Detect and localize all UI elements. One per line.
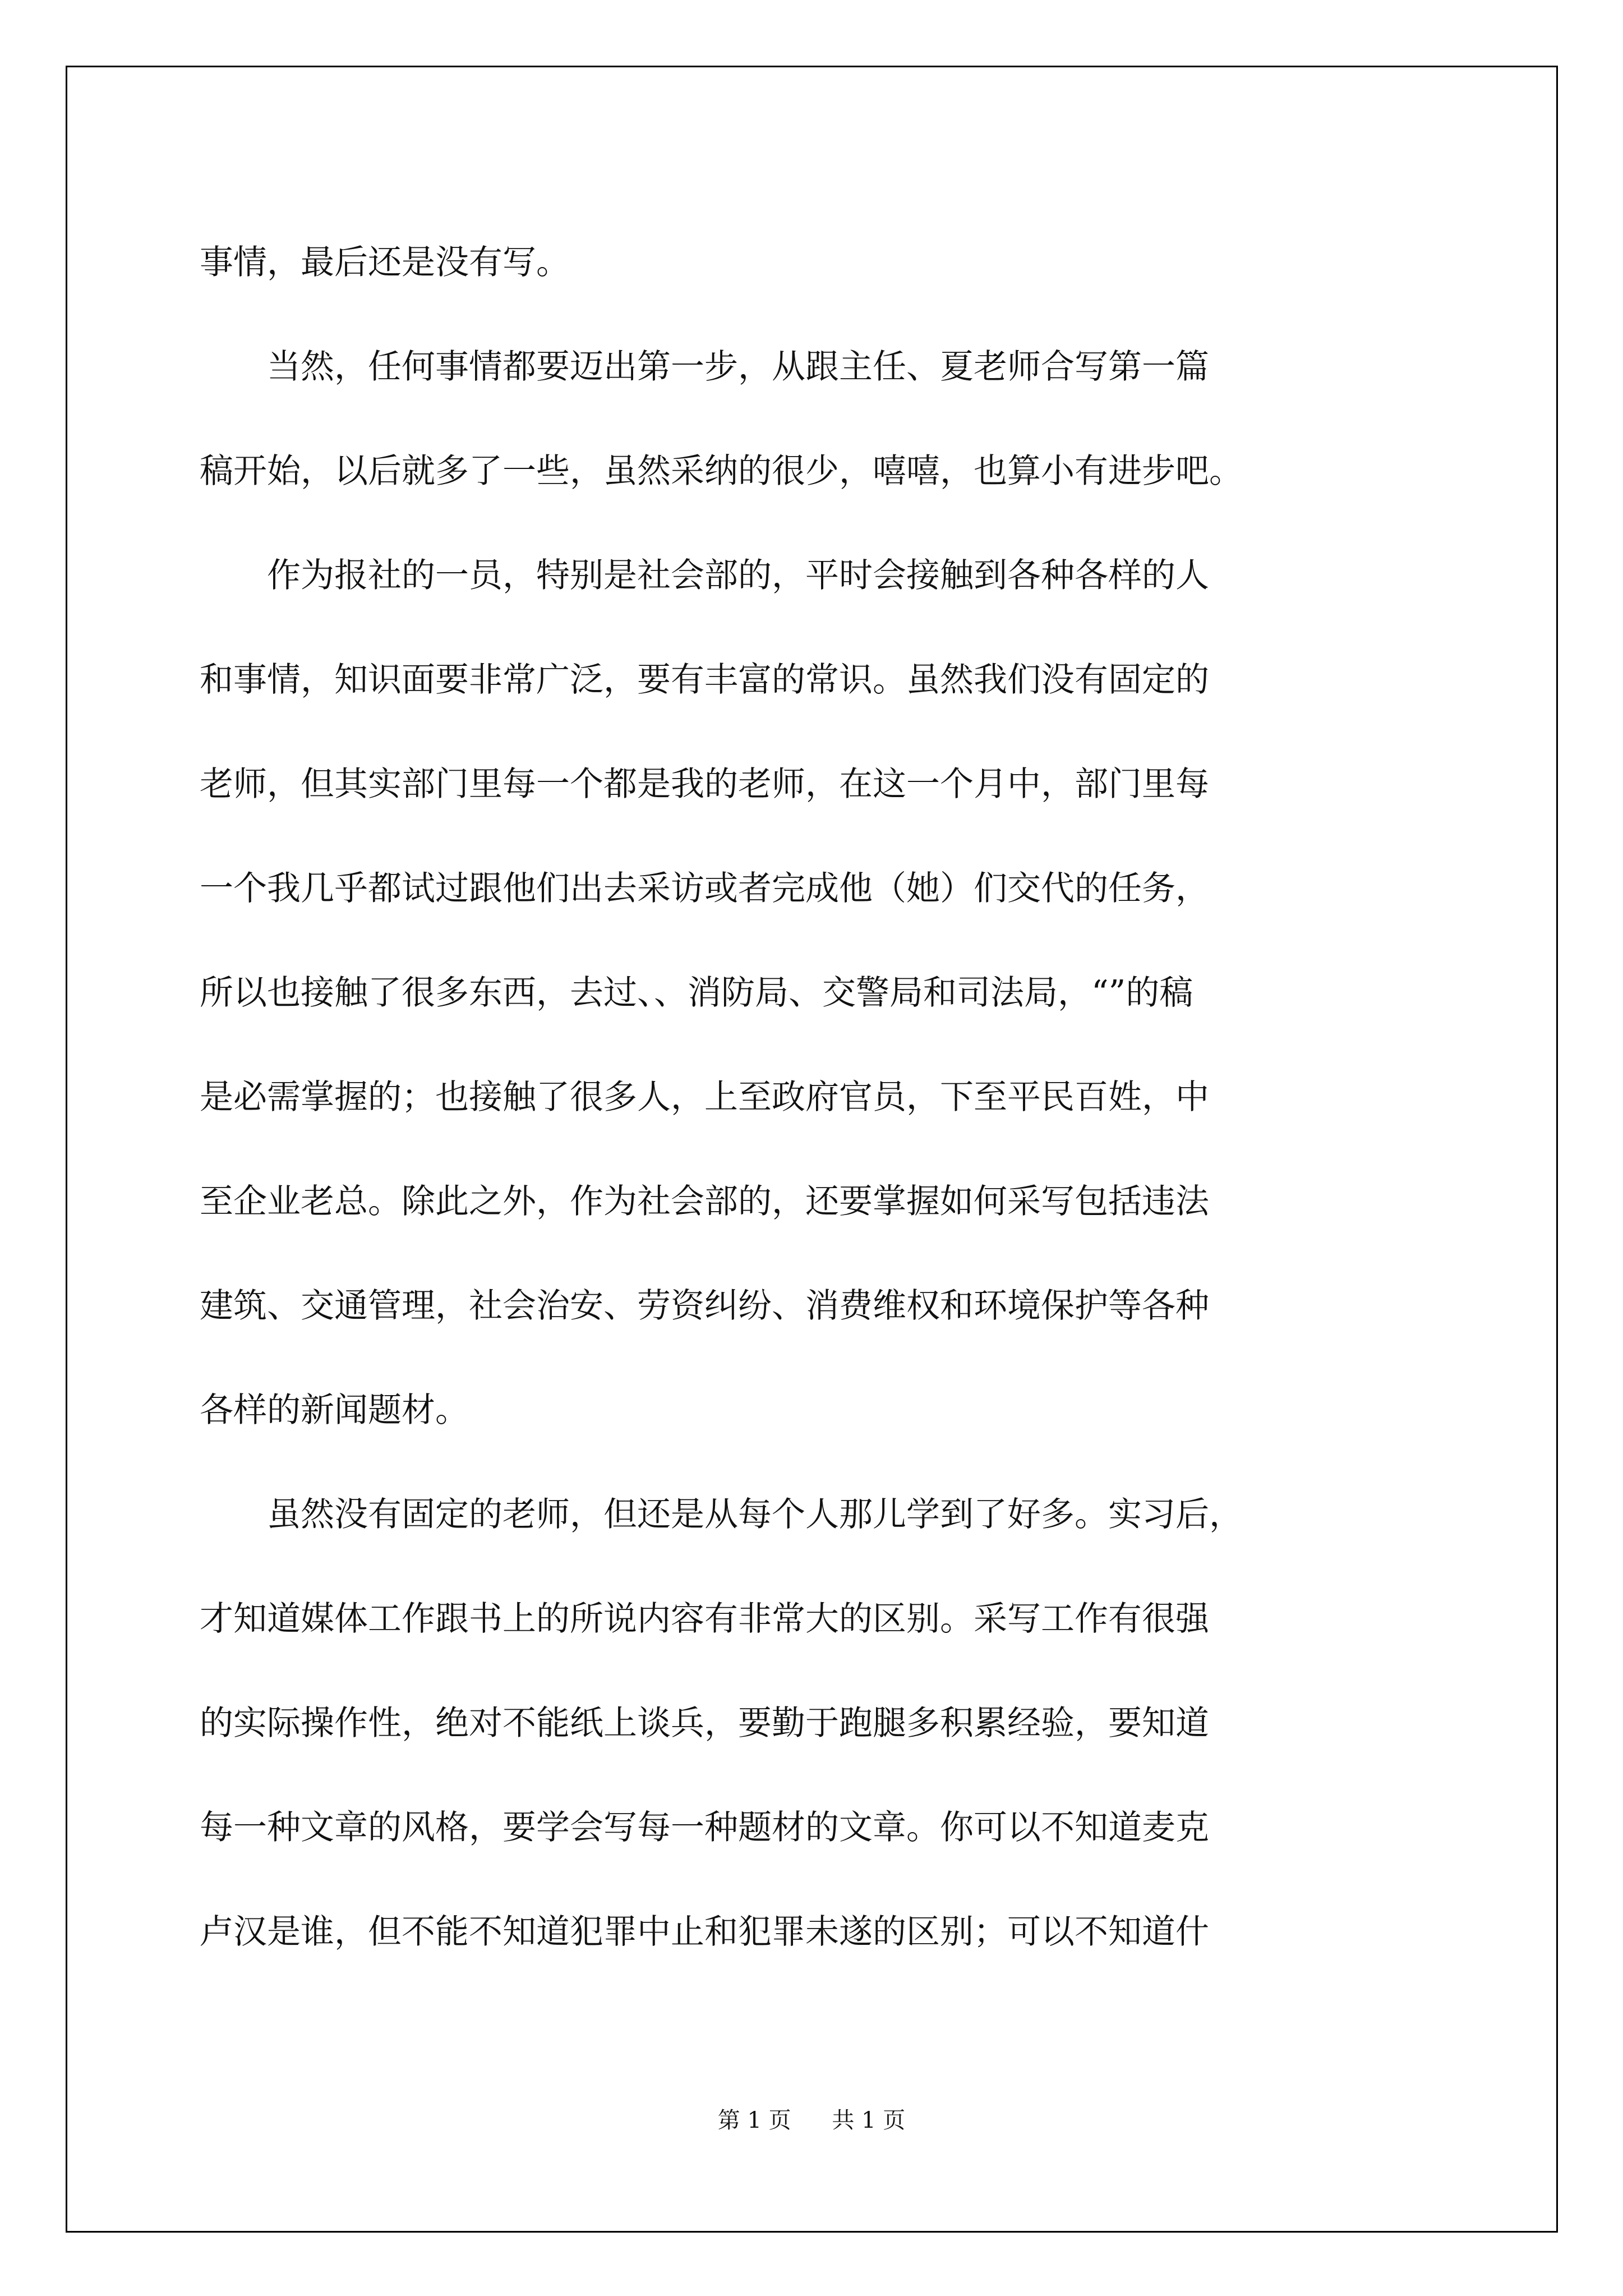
text-line: 每一种文章的风格，要学会写每一种题材的文章。你可以不知道麦克	[200, 1808, 1209, 1847]
page-footer	[0, 2102, 1623, 2134]
page-total: 共 1 页	[832, 2108, 906, 2133]
text-line: 建筑、交通管理，社会治安、劳资纠纷、消费维权和环境保护等各种	[200, 1286, 1209, 1326]
paragraph-start-line: 当然，任何事情都要迈出第一步，从跟主任、夏老师合写第一篇	[267, 347, 1209, 386]
text-line: 和事情，知识面要非常广泛，要有丰富的常识。虽然我们没有固定的	[200, 660, 1209, 700]
text-line: 才知道媒体工作跟书上的所说内容有非常大的区别。采写工作有很强	[200, 1599, 1209, 1639]
text-line: 稿开始，以后就多了一些，虽然采纳的很少，嘻嘻，也算小有进步吧。	[200, 452, 1243, 491]
text-line: 各样的新闻题材。	[200, 1391, 469, 1430]
paragraph-start-line: 作为报社的一员，特别是社会部的，平时会接触到各种各样的人	[267, 556, 1209, 595]
text-line: 是必需掌握的；也接触了很多人，上至政府官员，下至平民百姓，中	[200, 1078, 1209, 1117]
document-body	[200, 210, 1445, 1984]
text-line: 一个我几乎都试过跟他们出去采访或者完成他（她）们交代的任务，	[200, 869, 1209, 908]
paragraph-start-line: 虽然没有固定的老师，但还是从每个人那儿学到了好多。实习后，	[267, 1495, 1243, 1534]
text-line: 所以也接触了很多东西，去过、、消防局、交警局和司法局，“”的稿	[200, 973, 1193, 1013]
text-line: 老师，但其实部门里每一个都是我的老师，在这一个月中，部门里每	[200, 765, 1209, 804]
text-line: 事情，最后还是没有写。	[200, 243, 570, 282]
page-number: 第 1 页	[717, 2108, 791, 2133]
text-line: 卢汉是谁，但不能不知道犯罪中止和犯罪未遂的区别；可以不知道什	[200, 1912, 1209, 1952]
text-line: 的实际操作性，绝对不能纸上谈兵，要勤于跑腿多积累经验，要知道	[200, 1704, 1209, 1743]
text-line: 至企业老总。除此之外，作为社会部的，还要掌握如何采写包括违法	[200, 1182, 1209, 1221]
